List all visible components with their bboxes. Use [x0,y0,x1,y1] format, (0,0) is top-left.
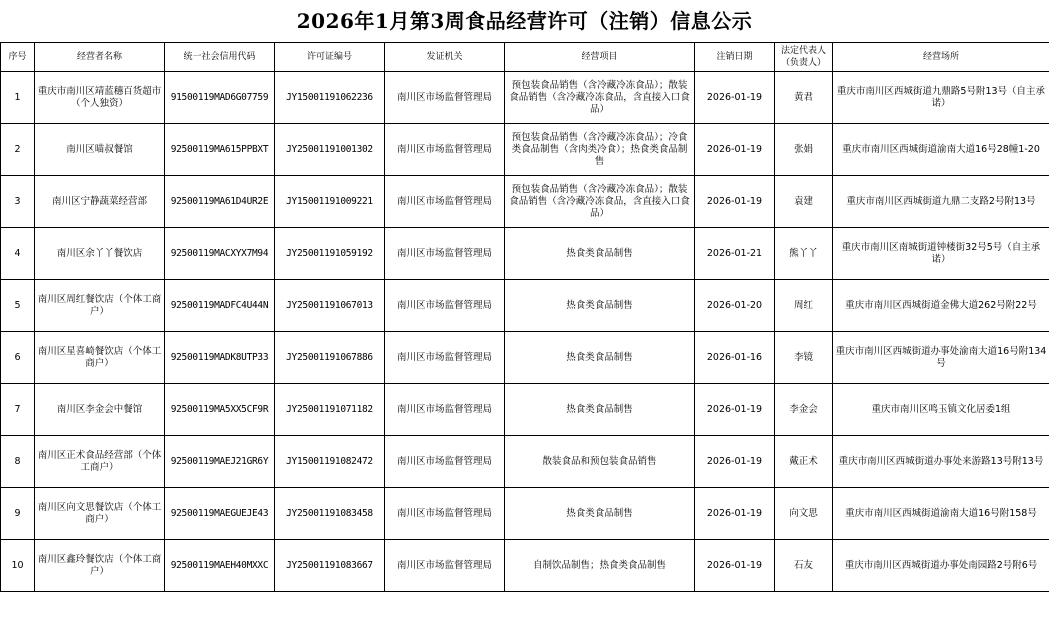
cell-authority[interactable]: 南川区市场监督管理局 [385,332,505,384]
table-row [1,228,1049,280]
cell-credit-code[interactable]: 92500119MAEH40MXXC [165,540,275,592]
cell-no[interactable]: 2 [1,124,35,176]
cell-no[interactable]: 9 [1,488,35,540]
cell-no[interactable]: 4 [1,228,35,280]
cell-name[interactable]: 南川区周红餐饮店（个体工商户） [35,280,165,332]
cell-rep[interactable]: 戴正术 [775,436,833,488]
cell-credit-code[interactable]: 92500119MADFC4U44N [165,280,275,332]
cell-date[interactable]: 2026-01-19 [695,436,775,488]
cell-license-no[interactable]: JY25001191083667 [275,540,385,592]
cell-address[interactable]: 重庆市南川区西城街道九鼎二支路2号附13号 [833,176,1049,228]
table-row [1,384,1049,436]
cell-license-no[interactable]: JY25001191067013 [275,280,385,332]
cell-name[interactable]: 重庆市南川区靖蓝穗百货超市（个人独资） [35,72,165,124]
cell-date[interactable]: 2026-01-16 [695,332,775,384]
cell-items[interactable]: 自制饮品制售；热食类食品制售 [505,540,695,592]
cell-address[interactable]: 重庆市南川区西城街道金佛大道262号附22号 [833,280,1049,332]
cell-no[interactable]: 7 [1,384,35,436]
cell-items[interactable]: 热食类食品制售 [505,332,695,384]
column-header[interactable]: 统一社会信用代码 [165,43,275,72]
cell-address[interactable]: 重庆市南川区西城街道办事处渝南大道16号附134号 [833,332,1049,384]
cell-license-no[interactable]: JY25001191001302 [275,124,385,176]
cell-rep[interactable]: 黄君 [775,72,833,124]
cell-address[interactable]: 重庆市南川区西城街道办事处来游路13号附13号 [833,436,1049,488]
cell-credit-code[interactable]: 92500119MAEJ21GR6Y [165,436,275,488]
cell-name[interactable]: 南川区余丫丫餐饮店 [35,228,165,280]
table-row [1,332,1049,384]
cell-rep[interactable]: 李镜 [775,332,833,384]
cell-date[interactable]: 2026-01-19 [695,540,775,592]
table-row [1,488,1049,540]
cell-name[interactable]: 南川区星喜崎餐饮店（个体工商户） [35,332,165,384]
cell-items[interactable]: 热食类食品制售 [505,280,695,332]
page-title: 2026年1月第3周食品经营许可（注销）信息公示 [296,9,753,33]
cell-credit-code[interactable]: 92500119MADK8UTP33 [165,332,275,384]
cell-address[interactable]: 重庆市南川区西城街道九鼎路5号附13号（自主承诺） [833,72,1049,124]
cell-no[interactable]: 10 [1,540,35,592]
cell-no[interactable]: 6 [1,332,35,384]
cell-items[interactable]: 散装食品和预包装食品销售 [505,436,695,488]
cell-rep[interactable]: 张娟 [775,124,833,176]
cell-credit-code[interactable]: 92500119MA615PPBXT [165,124,275,176]
cell-name[interactable]: 南川区正术食品经营部（个体工商户） [35,436,165,488]
header-row [1,43,1049,72]
cell-no[interactable]: 1 [1,72,35,124]
column-header[interactable]: 经营场所 [833,43,1049,72]
cell-license-no[interactable]: JY25001191059192 [275,228,385,280]
cell-date[interactable]: 2026-01-19 [695,124,775,176]
cell-name[interactable]: 南川区李金会中餐馆 [35,384,165,436]
cell-date[interactable]: 2026-01-21 [695,228,775,280]
column-header[interactable]: 经营项目 [505,43,695,72]
cell-credit-code[interactable]: 92500119MACXYX7M94 [165,228,275,280]
table-row [1,436,1049,488]
column-header[interactable]: 注销日期 [695,43,775,72]
cell-name[interactable]: 南川区喵叔餐馆 [35,124,165,176]
cell-name[interactable]: 南川区鑫玲餐饮店（个体工商户） [35,540,165,592]
cell-credit-code[interactable]: 92500119MA61D4UR2E [165,176,275,228]
cell-items[interactable]: 热食类食品制售 [505,488,695,540]
cell-authority[interactable]: 南川区市场监督管理局 [385,436,505,488]
cell-credit-code[interactable]: 92500119MAEGUEJE43 [165,488,275,540]
cell-authority[interactable]: 南川区市场监督管理局 [385,72,505,124]
table-row [1,280,1049,332]
column-header[interactable]: 发证机关 [385,43,505,72]
cell-no[interactable]: 8 [1,436,35,488]
cell-items[interactable]: 热食类食品制售 [505,228,695,280]
cell-license-no[interactable]: JY25001191071182 [275,384,385,436]
cell-no[interactable]: 5 [1,280,35,332]
cell-no[interactable]: 3 [1,176,35,228]
table-row [1,124,1049,176]
cell-address[interactable]: 重庆市南川区西城街道渝南大道16号附158号 [833,488,1049,540]
cell-address[interactable]: 重庆市南川区鸣玉镇文化居委1组 [833,384,1049,436]
column-header[interactable]: 法定代表人（负责人） [775,43,833,72]
table-row [1,176,1049,228]
cell-license-no[interactable]: JY15001191082472 [275,436,385,488]
license-table [0,42,1049,592]
cell-items[interactable]: 预包装食品销售（含冷藏冷冻食品）；冷食类食品制售（含肉类冷食）；热食类食品制售 [505,124,695,176]
cell-authority[interactable]: 南川区市场监督管理局 [385,280,505,332]
cell-date[interactable]: 2026-01-19 [695,176,775,228]
cell-date[interactable]: 2026-01-19 [695,72,775,124]
cell-address[interactable]: 重庆市南川区西城街道渝南大道16号28幢1-20 [833,124,1049,176]
cell-address[interactable]: 重庆市南川区南城街道钟楼街32号5号（自主承诺） [833,228,1049,280]
cell-credit-code[interactable]: 91500119MAD6G07759 [165,72,275,124]
cell-authority[interactable]: 南川区市场监督管理局 [385,228,505,280]
cell-name[interactable]: 南川区向文思餐饮店（个体工商户） [35,488,165,540]
cell-license-no[interactable]: JY15001191009221 [275,176,385,228]
cell-license-no[interactable]: JY25001191067886 [275,332,385,384]
cell-license-no[interactable]: JY15001191062236 [275,72,385,124]
cell-authority[interactable]: 南川区市场监督管理局 [385,124,505,176]
cell-rep[interactable]: 李金会 [775,384,833,436]
cell-address[interactable]: 重庆市南川区西城街道办事处南园路2号附6号 [833,540,1049,592]
table-row [1,72,1049,124]
cell-rep[interactable]: 向文思 [775,488,833,540]
column-header[interactable]: 许可证编号 [275,43,385,72]
cell-items[interactable]: 热食类食品制售 [505,384,695,436]
cell-items[interactable]: 预包装食品销售（含冷藏冷冻食品）；散装食品销售（含冷藏冷冻食品，含直接入口食品） [505,176,695,228]
cell-date[interactable]: 2026-01-19 [695,488,775,540]
cell-authority[interactable]: 南川区市场监督管理局 [385,540,505,592]
cell-license-no[interactable]: JY25001191083458 [275,488,385,540]
column-header[interactable]: 序号 [1,43,35,72]
cell-authority[interactable]: 南川区市场监督管理局 [385,176,505,228]
cell-items[interactable]: 预包装食品销售（含冷藏冷冻食品）；散装食品销售（含冷藏冷冻食品，含直接入口食品） [505,72,695,124]
cell-rep[interactable]: 石友 [775,540,833,592]
column-header[interactable]: 经营者名称 [35,43,165,72]
cell-authority[interactable]: 南川区市场监督管理局 [385,488,505,540]
cell-rep[interactable]: 熊丫丫 [775,228,833,280]
cell-name[interactable]: 南川区宁静蔬菜经营部 [35,176,165,228]
table-row [1,540,1049,592]
cell-date[interactable]: 2026-01-20 [695,280,775,332]
cell-rep[interactable]: 周红 [775,280,833,332]
cell-rep[interactable]: 袁建 [775,176,833,228]
cell-date[interactable]: 2026-01-19 [695,384,775,436]
cell-authority[interactable]: 南川区市场监督管理局 [385,384,505,436]
cell-credit-code[interactable]: 92500119MA5XX5CF9R [165,384,275,436]
